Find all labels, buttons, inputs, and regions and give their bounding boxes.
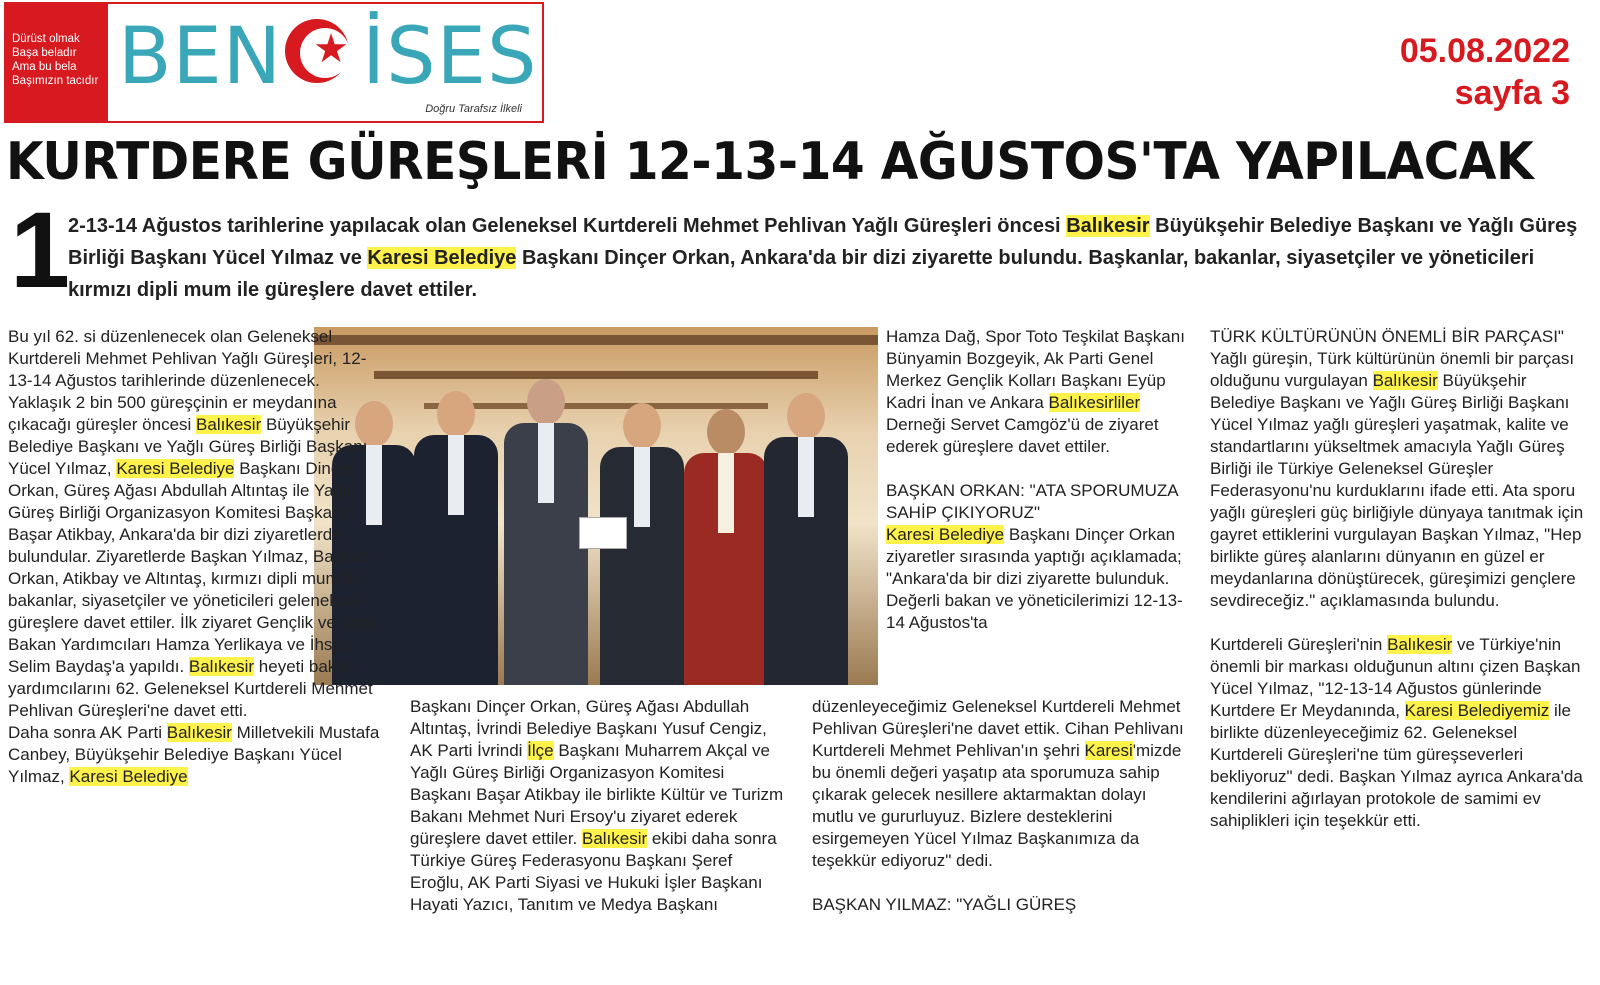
crescent-star-icon: ★ <box>283 17 361 85</box>
article-column-4: TÜRK KÜLTÜRÜNÜN ÖNEMLİ BİR PARÇASI" Yağlı güreşin, Türk kültürünün önemli bir parçası olduğunu vurgulayan Balıkesir Büyükşehir Belediye Başkanı ve Yağlı Güreş Birliği Başkanı Yücel Yılmaz yağlı güreşleri yaşatmak, kalite ve standartlarını yükseltmek amacıyla Yağlı Güreş Birliği ile Türkiye Geleneksel Güreşler Federasyonu'nu kurduklarını ifade etti. Ata sporu yağlı güreşleri güç birliğiyle dünyaya tanıtmak için gayret ettiklerini vurgulayan Başkan Yılmaz, "Hep birlikte güreş alanlarını dünyanın en güzel er meydanlarına dönüştürecek, güreşimizi gençlere sevdireceğiz." açıklamasında bulundu. Kurtdereli Güreşleri'nin Balıkesir ve Türkiye'nin önemli bir markası olduğunun altını çizen Başkan Yücel Yılmaz, "12-13-14 Ağustos günlerinde Kurtdere Er Meydanında, Karesi Belediyemiz ile birlikte düzenleyeceğimiz 62. Geleneksel Kurtdereli Güreşleri'ne tüm güreşseverleri bekliyoruz" dedi. Başkan Yılmaz ayrıca Ankara'da kendilerini ağırlayan protokole de samimi ev sahiplikleri için teşekkür etti. <box>1210 326 1590 832</box>
article-photo <box>314 327 878 685</box>
subheading-orkan: BAŞKAN ORKAN: "ATA SPORUMUZA SAHİP ÇIKIYORUZ" <box>886 481 1178 522</box>
subheading-turk-kulturu: TÜRK KÜLTÜRÜNÜN ÖNEMLİ BİR PARÇASI" <box>1210 327 1564 346</box>
article-headline: KURTDERE GÜREŞLERİ 12-13-14 AĞUSTOS'TA YAPILACAK <box>6 132 1534 192</box>
lead-dropcap: 1 <box>10 189 71 310</box>
logo-area <box>108 4 542 121</box>
invitation-card <box>579 517 627 549</box>
issue-page: sayfa 3 <box>1454 74 1570 112</box>
issue-date: 05.08.2022 <box>1399 32 1570 70</box>
article-column-1: Bu yıl 62. si düzenlenecek olan Geleneksel Kurtdereli Mehmet Pehlivan Yağlı Güreşleri, 12-13-14 Ağustos tarihlerinde düzenlenecek. Yaklaşık 2 bin 500 güreşçinin er meydanına çıkacağı güreşler öncesi Balıkesir Büyükşehir Belediye Başkanı ve Yağlı Güreş Birliği Başkanı Yücel Yılmaz, Karesi Belediye Başkanı Dinçer Orkan, Güreş Ağası Abdullah Altıntaş ile Yağlı Güreş Birliği Organizasyon Komitesi Başkanı Başar Atikbay, Ankara'da bir dizi ziyaretlerde bulundular. Ziyaretlerde Başkan Yılmaz, Başkan Orkan, Atikbay ve Altıntaş, kırmızı dipli mum ile bakanlar, siyasetçiler ve yöneticileri geleneksel güreşlere davet ettiler. İlk ziyaret Gençlik ve Spor Bakan Yardımcıları Hamza Yerlikaya ve İhsan Selim Baydaş'a yapıldı. Balıkesir heyeti bakan yardımcılarını 62. Geleneksel Kurtdereli Mehmet Pehlivan Güreşleri'ne davet etti. Daha sonra AK Parti Balıkesir Milletvekili Mustafa Canbey, Büyükşehir Belediye Başkanı Yücel Yılmaz, Karesi Belediye <box>8 327 380 786</box>
subheading-yilmaz: BAŞKAN YILMAZ: "YAĞLI GÜREŞ <box>812 895 1077 914</box>
masthead-motto: Dürüst olmak Başa beladır Ama bu bela Başımızın tacıdır <box>6 4 108 121</box>
newspaper-logo: BEN ★ İSES <box>118 12 538 102</box>
issue-info <box>1400 30 1570 114</box>
article-column-2: Başkanı Dinçer Orkan, Güreş Ağası Abdullah Altıntaş, İvrindi Belediye Başkanı Yusuf Cengiz, AK Parti İvrindi İlçe Başkanı Muharrem Akçal ve Yağlı Güreş Birliği Organizasyon Komitesi Başkanı Başar Atikbay ile birlikte Kültür ve Turizm Bakanı Mehmet Nuri Ersoy'u ziyaret ederek güreşlere davet ettiler. Balıkesir ekibi daha sonra Türkiye Güreş Federasyonu Başkanı Şeref Eroğlu, AK Parti Siyasi ve Hukuki İşler Başkanı Hayati Yazıcı, Tanıtım ve Medya Başkanı <box>410 697 784 914</box>
masthead-slogan: Doğru Tarafsız İlkeli <box>425 103 522 115</box>
masthead <box>4 2 544 123</box>
article-column-3-continued: düzenleyeceğimiz Geleneksel Kurtdereli Mehmet Pehlivan Güreşleri'ne davet ettik. Cihan Pehlivanı Kurtdereli Mehmet Pehlivan'ın şehri Karesi'mizde bu önemli değeri yaşatıp ata sporumuza sahip çıkarak gelecek nesillere aktarmaktan dolayı mutlu ve gururluyuz. Bizlere desteklerini esirgemeyen Yücel Yılmaz Başkanımıza da teşekkür ediyoruz" dedi. BAŞKAN YILMAZ: "YAĞLI GÜREŞ <box>812 696 1186 916</box>
article-column-3: Hamza Dağ, Spor Toto Teşkilat Başkanı Bünyamin Bozgeyik, Ak Parti Genel Merkez Gençlik Kolları Başkanı Eyüp Kadri İnan ve Ankara Balıkesirliler Derneği Servet Camgöz'ü de ziyaret ederek güreşlere davet ettiler. BAŞKAN ORKAN: "ATA SPORUMUZA SAHİP ÇIKIYORUZ" Karesi Belediye Başkanı Dinçer Orkan ziyaretler sırasında yaptığı açıklamada; "Ankara'da bir dizi ziyarette bulunduk. Değerli bakan ve yöneticilerimizi 12-13-14 Ağustos'ta <box>886 327 1185 632</box>
article-lead: 2-13-14 Ağustos tarihlerine yapılacak olan Geleneksel Kurtdereli Mehmet Pehlivan Yağlı Güreşleri öncesi Balıkesir Büyükşehir Belediye Başkanı ve Yağlı Güreş Birliği Başkanı Yücel Yılmaz ve Karesi Belediye Başkanı Dinçer Orkan, Ankara'da bir dizi ziyarette bulundu. Başkanlar, bakanlar, siyasetçiler ve yöneticileri kırmızı dipli mum ile güreşlere davet ettiler. <box>68 215 1578 301</box>
